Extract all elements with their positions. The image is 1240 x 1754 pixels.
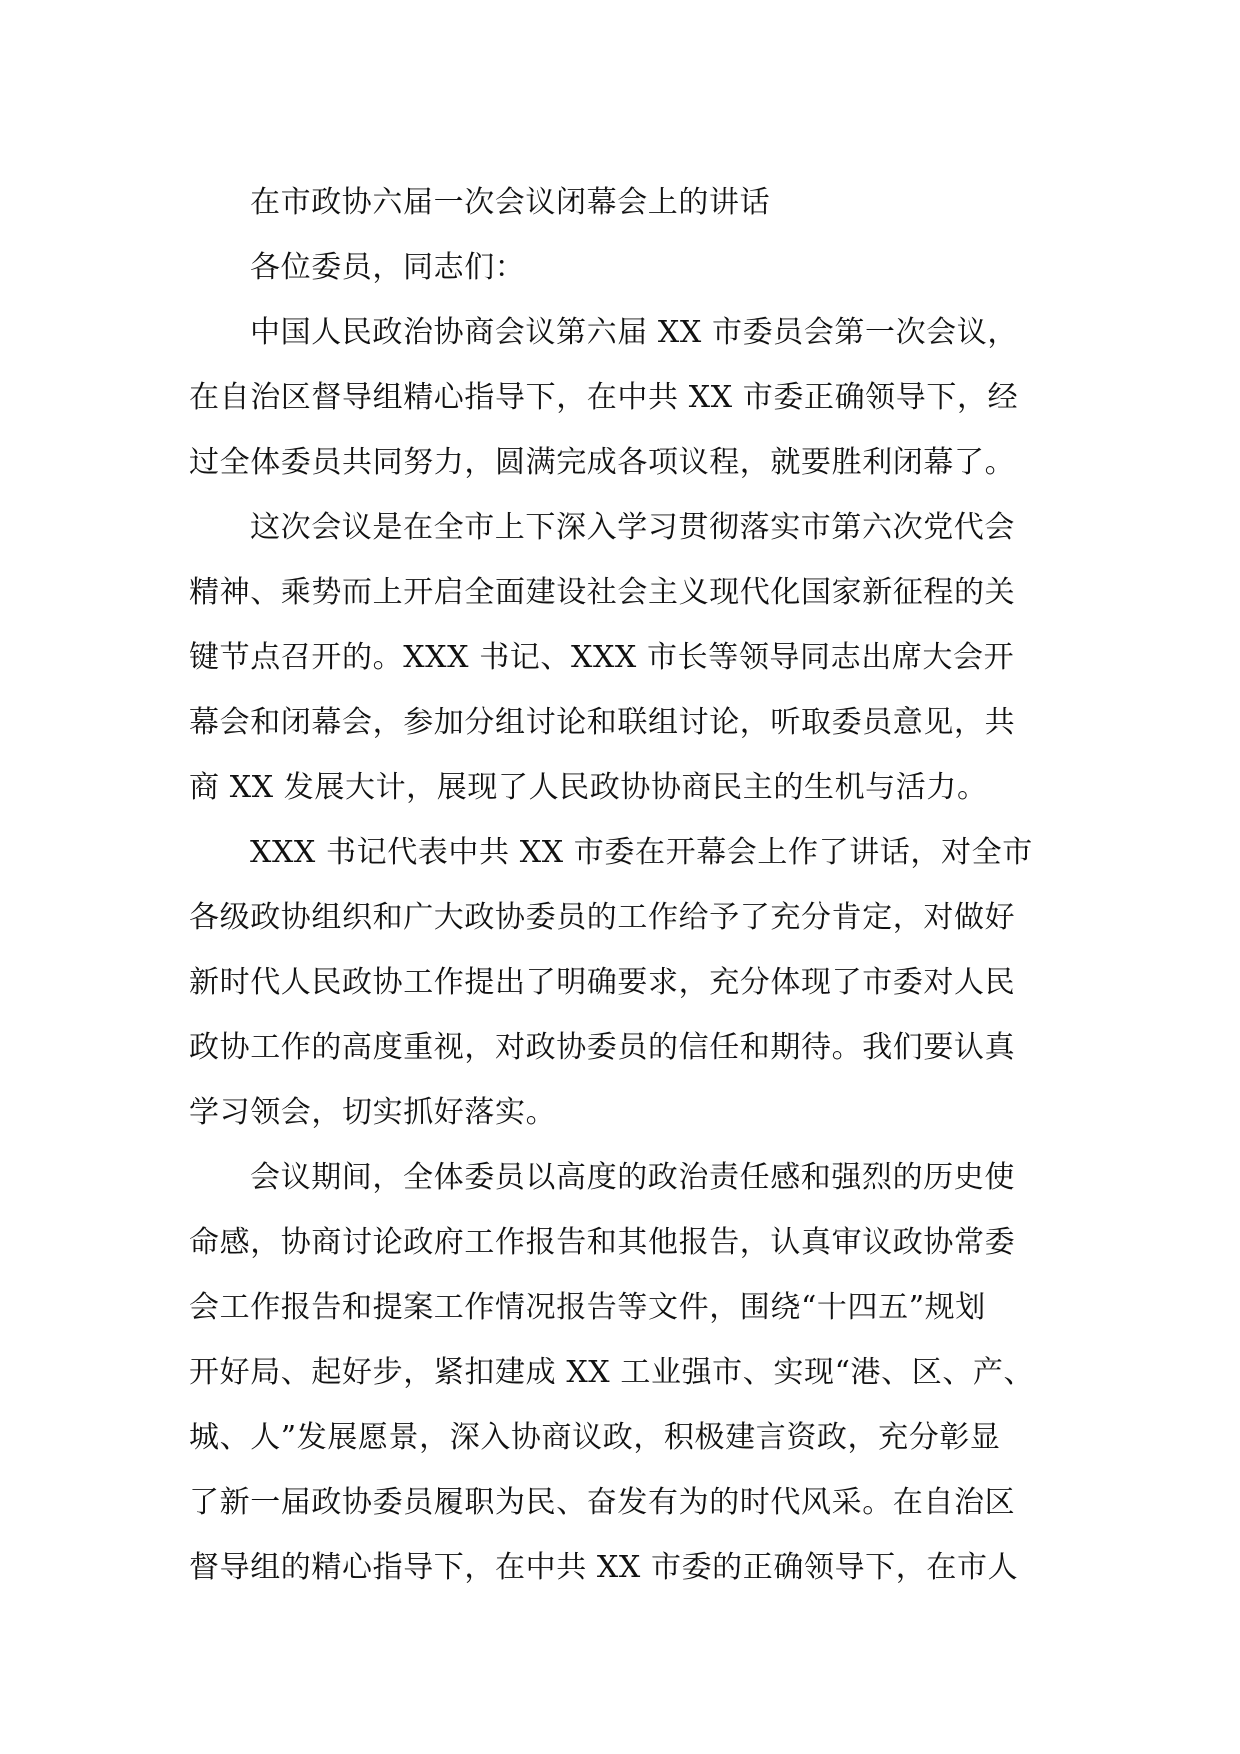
- salutation: 各位委员，同志们：: [250, 250, 526, 285]
- paragraph-1: 中国人民政治协商会议第六届 XX 市委员会第一次会议， 在自治区督导组精心指导下，在中共 XX 市委正确领导下，经 过全体委员共同努力，圆满完成各项议程，就要胜利闭幕了。: [189, 315, 1019, 480]
- document-body: [189, 170, 1069, 1600]
- document-title: 在市政协六届一次会议闭幕会上的讲话: [250, 185, 771, 220]
- paragraph-3: XXX 书记代表中共 XX 市委在开幕会上作了讲话，对全市 各级政协组织和广大政协委员的工作给予了充分肯定，对做好 新时代人民政协工作提出了明确要求，充分体现了市委对人民 政协工作的高度重视，对政协委员的信任和期待。我们要认真 学习领会，切实抓好落实。: [189, 835, 1033, 1130]
- paragraph-2: 这次会议是在全市上下深入学习贯彻落实市第六次党代会 精神、乘势而上开启全面建设社会主义现代化国家新征程的关 键节点召开的。XXX 书记、XXX 市长等领导同志出席大会开 幕会和闭幕会，参加分组讨论和联组讨论，听取委员意见，共 商 XX 发展大计，展现了人民政协协商民主的生机与活力。: [189, 510, 1016, 805]
- paragraph-4: 会议期间，全体委员以高度的政治责任感和强烈的历史使 命感，协商讨论政府工作报告和其他报告，认真审议政协常委 会工作报告和提案工作情况报告等文件，围绕“十四五”规划 开好局、起好步，紧扣建成 XX 工业强市、实现“港、区、产、 城、人”发展愿景，深入协商议政，积极建言资政，充分彰显 了新一届政协委员履职为民、奋发有为的时代风采。在自治区 督导组的精心指导下，在中共 XX 市委的正确领导下，在市人: [189, 1160, 1035, 1585]
